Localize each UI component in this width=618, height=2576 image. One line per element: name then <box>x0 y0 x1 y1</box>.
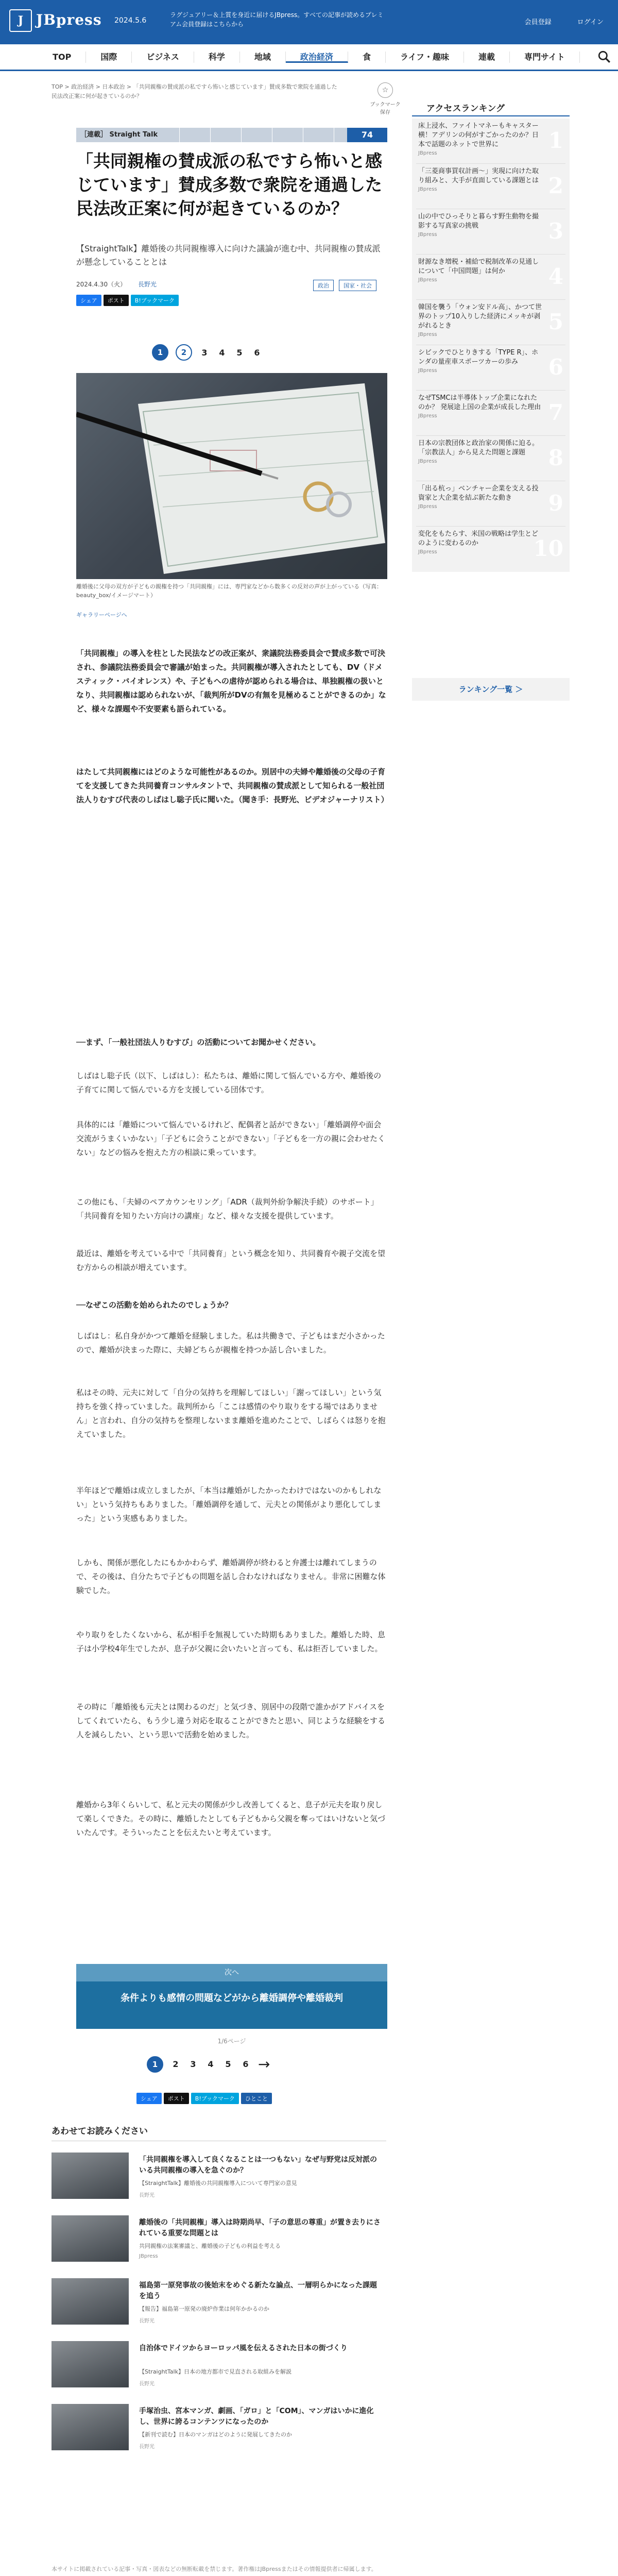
nav-item-life[interactable]: ライフ・趣味 <box>386 52 464 63</box>
answer-9: やり取りをしたくないから、私が相手を無視していた時期もありました。離婚した時、息子は小学校4年生でしたが、息子が父親に会いたいと言っても、私は拒否していました。 <box>76 1630 386 1653</box>
pager-bottom <box>147 2056 270 2073</box>
answer-8: しかも、関係が悪化したにもかかわらず、離婚調停が終わると弁護士は離れてしまうので、その後は、自分たちで子どもの問題を話し合わなければなりません。非常に困難な体験でした。 <box>76 1558 386 1595</box>
answer-1: しばはし聡子氏（以下、しばはし）：私たちは、離婚に関して悩んでいる方や、離婚後の子育てに関して悩んでいる方を支援している団体です。 <box>76 1071 382 1094</box>
share-facebook-button[interactable]: シェア <box>76 295 101 306</box>
search-icon[interactable] <box>597 50 611 63</box>
nav-item-top[interactable]: TOP <box>38 52 86 63</box>
lead-paragraph-1: 「共同親権」の導入を柱とした民法などの改正案が、衆議院法務委員会で賛成多数で可決され、参議院法務委員会で審議が始まった。共同親権が導入されたとしても、DV（ドメスティック・バイオレンス）や、子どもへの虐待が認められる場合は、単独親権の扱いとなり、共同親権は認められないが、「裁判所がDVの有無を見極めることができるのか」など、様々な課題や不安要素も語られている。 <box>76 649 386 714</box>
page-1[interactable]: 1 <box>152 344 168 361</box>
login-link[interactable]: ログイン <box>577 19 604 26</box>
answer-3: この他にも、「夫婦のペアカウンセリング」「ADR（裁判外紛争解決手続）のサポート」「共同養育を知りたい方向けの講座」など、様々な支援を提供しています。 <box>76 1197 379 1221</box>
article-date: 2024.4.30（火） <box>76 281 127 288</box>
copyright-notice: 本サイトに掲載されている記事・写真・図表などの無断転載を禁じます。著作権はJBpressまたはその情報提供者に帰属します。 <box>52 2566 377 2572</box>
question-1: ──まず、「一般社団法人りむすび」の活動についてお聞かせください。 <box>76 1038 321 1047</box>
page-2[interactable]: 2 <box>176 344 192 361</box>
article-photo[interactable] <box>76 373 387 579</box>
related-item[interactable]: 「共同親権を導入して良くなることは一つもない」なぜ与野党は反対派のいる共同親権の導入を急ぐのか？ 【StraightTalk】離婚後の共同親権導入について専門家の意見 長野光 <box>52 2153 386 2199</box>
photo-caption: 離婚後に父母の双方が子どもの親権を持つ「共同親権」には、専門家などから数多くの反対の声が上がっている（写真：beauty_box/イメージマート） <box>76 583 382 599</box>
next-page-box[interactable] <box>76 1964 387 2029</box>
share-comment-button[interactable]: ひとこと <box>241 2093 272 2104</box>
related-thumbnail <box>52 2278 129 2325</box>
ranking-item[interactable]: 財源なき増税・補給で税制改革の見通しについて「中国問題」は何か JBpress 4 <box>416 255 565 300</box>
page-5[interactable]: 5 <box>225 2059 231 2069</box>
header-date: 2024.5.6 <box>114 16 147 25</box>
article-tags <box>313 280 376 291</box>
nav-item-special[interactable]: 専門サイト <box>510 52 580 63</box>
page-3[interactable]: 3 <box>201 347 208 358</box>
bookmark-icon: ☆ <box>377 82 393 98</box>
divorce-form-illustration <box>76 373 387 579</box>
nav-item-politics[interactable]: 政治経済 <box>286 52 348 63</box>
answer-4: 最近は、離婚を考えている中で「共同養育」という概念を知り、共同養育や親子交流を望む方からの相談が増えています。 <box>76 1249 386 1272</box>
account-links <box>525 16 604 26</box>
top-header <box>0 0 618 44</box>
ranking-list <box>412 118 570 572</box>
ranking-item[interactable]: 日本の宗教団体と政治家の関係に迫る。「宗教法人」から見えた問題と課題 JBpress 8 <box>416 436 565 481</box>
page-2[interactable]: 2 <box>173 2059 179 2069</box>
breadcrumb[interactable]: TOP > 政治経済 > 日本政治 > 「共同親権の賛成派の私ですら怖いと感じています」賛成多数で衆院を通過した民法改正案に何が起きているのか？ <box>52 83 337 99</box>
share-facebook-button[interactable]: シェア <box>136 2093 162 2104</box>
related-item[interactable]: 離婚後の「共同親権」導入は時期尚早、「子の意思の尊重」が置き去りにされている重要な問題とは 共同親権の法案審議と、離婚後の子どもの利益を考える JBpress <box>52 2215 386 2262</box>
logo-text[interactable]: JBpress <box>36 11 102 28</box>
page-4[interactable]: 4 <box>219 347 225 358</box>
ranking-item[interactable]: 韓国を襲う「ウォン安ドル高」、かつて世界のトップ10入りした経済にメッキが剥がれるとき JBpress 5 <box>416 300 565 345</box>
header-notice[interactable]: ラグジュアリー＆上質を身近に届けるJBpress。すべての記事が読めるプレミアム会員登録はこちらから <box>170 11 384 28</box>
ranking-item[interactable]: 「三菱商事買収計画～」実現に向けた取り組みと、大手が直面している課題とは JBpress 2 <box>416 164 565 209</box>
related-item[interactable]: 手塚治虫、宮本マンガ、劇画、「ガロ」と「COM」、マンガはいかに進化し、世界に誇るコンテンツになったのか 【新刊で読む】日本のマンガはどのように発展してきたのか 長野光 <box>52 2404 386 2450</box>
answer-10: その時に「離婚後も元夫とは関わるのだ」と気づき、別居中の段階で誰かがアドバイスをしてくれていたら、もう少し違う対応を取ることができたと思い、同じような経験をする人を減らしたい、という思いで活動を始めました。 <box>76 1702 386 1739</box>
series-bar[interactable] <box>76 128 387 142</box>
nav-item-series[interactable]: 連載 <box>464 52 510 63</box>
related-title: あわせてお読みください <box>52 2124 386 2141</box>
pager-top <box>152 344 262 361</box>
page-4[interactable]: 4 <box>208 2059 214 2069</box>
share-x-button[interactable]: ポスト <box>104 295 129 306</box>
bookmark-label: ブックマーク保存 <box>370 102 401 115</box>
ranking-item[interactable]: 「出る杭っ」ベンチャー企業を支える投資家と大企業を結ぶ新たな動き JBpress 9 <box>416 481 565 527</box>
page-5[interactable]: 5 <box>236 347 243 358</box>
share-buttons-bottom <box>136 2093 272 2104</box>
answer-7: 半年ほどで離婚は成立しましたが、「本当は離婚がしたかったわけではないのかもしれない」という気持ちもありました。「離婚調停を通して、元夫との関係がより悪化してしまった」という実感もありました。 <box>76 1486 382 1523</box>
tag-politics[interactable]: 政治 <box>313 280 334 291</box>
answer-11: 離婚から3年くらいして、私と元夫の関係が少し改善してくると、息子が元夫を取り戻して楽しくできた。その時に、離婚したとしても子どもから父親を奪ってはいけないと気づいたんです。そういったことを伝えたいと考えています。 <box>76 1800 386 1837</box>
related-thumbnail <box>52 2341 129 2387</box>
ranking-item[interactable]: 変化をもたらす、米国の戦略は学生とどのように変わるのか JBpress 10 <box>418 530 563 561</box>
question-2: ──なぜこの活動を始められたのでしょうか？ <box>76 1300 233 1310</box>
main-nav <box>0 44 618 71</box>
related-item[interactable]: 福島第一原発事故の後始末をめぐる新たな論点、一層明らかになった課題を追う 【報告】福島第一原発の廃炉作業は何年かかるのか 長野光 <box>52 2278 386 2325</box>
nav-item-region[interactable]: 地域 <box>240 52 286 63</box>
bookmark-button[interactable] <box>370 82 401 115</box>
share-x-button[interactable]: ポスト <box>164 2093 189 2104</box>
nav-item-international[interactable]: 国際 <box>86 52 132 63</box>
lead-paragraph-2: はたして共同親権にはどのような可能性があるのか。別居中の夫婦や離婚後の父母の子育てを支援してきた共同養育コンサルタントで、共同親権の賛成派として知られる一般社団法人りむすび代表のしばはし聡子氏に聞いた。（聞き手：長野光、ビデオジャーナリスト） <box>76 767 389 804</box>
nav-item-business[interactable]: ビジネス <box>132 52 194 63</box>
page-6[interactable]: 6 <box>243 2059 249 2069</box>
share-hatena-button[interactable]: B!ブックマーク <box>131 295 179 306</box>
article-author[interactable]: 長野光 <box>138 281 157 288</box>
answer-6: 私はその時、元夫に対して「自分の気持ちを理解してほしい」「謝ってほしい」という気持ちを強く持っていました。裁判所から「ここは感情のやり取りをする場ではありません」と言われ、自分の気持ちを整理しないまま離婚を進めたことで、しばらくは怒りを抱えていました。 <box>76 1388 386 1439</box>
nav-item-food[interactable]: 食 <box>348 52 386 63</box>
related-thumbnail <box>52 2404 129 2450</box>
page-3[interactable]: 3 <box>190 2059 196 2069</box>
next-page-title: 条件よりも感情の問題などがから離婚調停や離婚裁判 <box>121 1993 343 2004</box>
page-6[interactable]: 6 <box>254 347 260 358</box>
ranking-item[interactable]: 床上浸水、ファイトマネーもキャスター横！アデリンの何がすごかったのか？日本で話題のネットで世界に JBpress 1 <box>416 118 565 164</box>
tag-society[interactable]: 国家・社会 <box>339 280 376 291</box>
page-1[interactable]: 1 <box>147 2056 163 2073</box>
related-thumbnail <box>52 2153 129 2199</box>
gallery-link[interactable]: ギャラリーページへ <box>76 612 127 618</box>
logo-mark[interactable]: J <box>9 9 32 32</box>
nav-item-science[interactable]: 科学 <box>194 52 240 63</box>
related-thumbnail <box>52 2215 129 2262</box>
answer-2: 具体的には「離婚について悩んでいるけれど、配偶者と話ができない」「離婚調停や面会交流がうまくいかない」「子どもに会うことができない」「子どもを一方の親に会わせたくない」などの悩みを抱えた方の相談に乗っています。 <box>76 1120 386 1157</box>
share-buttons-top <box>76 295 179 306</box>
related-item[interactable]: 自治体でドイツからヨーロッパ風を伝えるされた日本の街づくり 【StraightTalk】日本の地方都市で見直される取組みを解説 長野光 <box>52 2341 386 2387</box>
ranking-item[interactable]: 山の中でひっそりと暮らす野生動物を撮影する写真家の挑戦 JBpress 3 <box>416 209 565 255</box>
register-link[interactable]: 会員登録 <box>524 19 552 26</box>
ranking-title: アクセスランキング <box>412 101 570 116</box>
article-subhead: 【StraightTalk】離婚後の共同親権導入に向けた議論が進む中、共同親権の賛成派が懸念していることとは <box>76 244 381 267</box>
ranking-item[interactable]: シビックでひとりきする「TYPE R」、ホンダの量産車スポーツカーの歩み JBpress 6 <box>416 345 565 391</box>
ranking-more-link[interactable]: ランキング一覧 ＞ <box>412 678 570 701</box>
series-label: ［連載］ Straight Talk <box>80 131 158 139</box>
ranking-item[interactable]: なぜTSMCは半導体トップ企業になれたのか？ 発展途上国の企業が成長した理由 JBpress 7 <box>416 391 565 436</box>
share-hatena-button[interactable]: B!ブックマーク <box>191 2093 239 2104</box>
series-number: 74 <box>347 128 387 142</box>
next-label: 次へ <box>76 1964 387 1981</box>
next-arrow-icon[interactable]: → <box>258 2056 270 2073</box>
article-headline: 「共同親権の賛成派の私ですら怖いと感じています」賛成多数で衆院を通過した民法改正案に何が起きているのか？ <box>76 151 382 218</box>
answer-5: しばはし：私自身がかつて離婚を経験しました。私は共働きで、子どもはまだ小さかったので、離婚が決まった際に、夫婦どちらが親権を持つか話し合いました。 <box>76 1331 385 1354</box>
page-count: 1/6ページ <box>217 2038 246 2045</box>
